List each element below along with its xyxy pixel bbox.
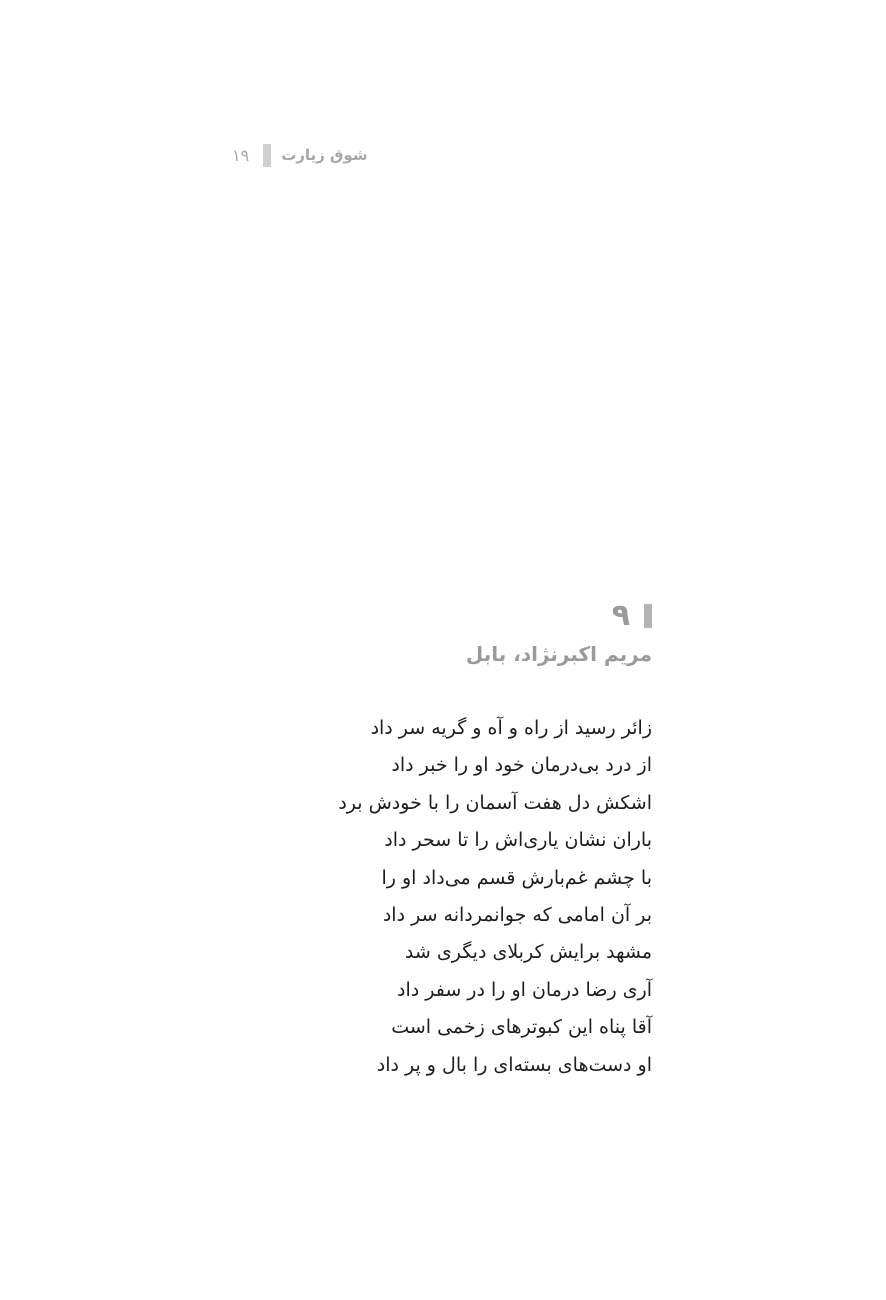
poem-line: آقا پناه این کبوترهای زخمی است	[391, 1016, 652, 1039]
poem-line: باران نشان یاری‌اش را تا سحر داد	[384, 829, 652, 852]
header-divider-bar	[263, 144, 271, 167]
book-title: شوق زیارت	[281, 146, 368, 164]
poem-number-row	[232, 596, 652, 636]
poem-line: از درد بی‌درمان خود او را خبر داد	[391, 754, 652, 777]
running-header	[232, 142, 368, 168]
poem-line: او دست‌های بسته‌ای را بال و پر داد	[376, 1053, 652, 1076]
poem-line: مشهد برایش کربلای دیگری شد	[404, 941, 652, 964]
poem-author: مریم اکبرنژاد، بابل	[465, 642, 652, 666]
poem-number: ۹	[611, 598, 630, 633]
poem-number-bar	[644, 604, 652, 628]
poem-line: آری رضا درمان او را در سفر داد	[396, 978, 652, 1001]
poem-line: زائر رسید از راه و آه و گریه سر داد	[370, 717, 652, 739]
poem-block	[232, 596, 652, 1084]
poem-lines	[232, 710, 652, 1084]
poem-line: بر آن امامی که جوانمردانه سر داد	[382, 903, 652, 926]
poem-line: اشکش دل هفت آسمان را با خودش برد	[338, 791, 652, 814]
poem-line: با چشم غم‌بارش قسم می‌داد او را	[381, 866, 652, 889]
page-number: ۱۹	[232, 145, 250, 165]
